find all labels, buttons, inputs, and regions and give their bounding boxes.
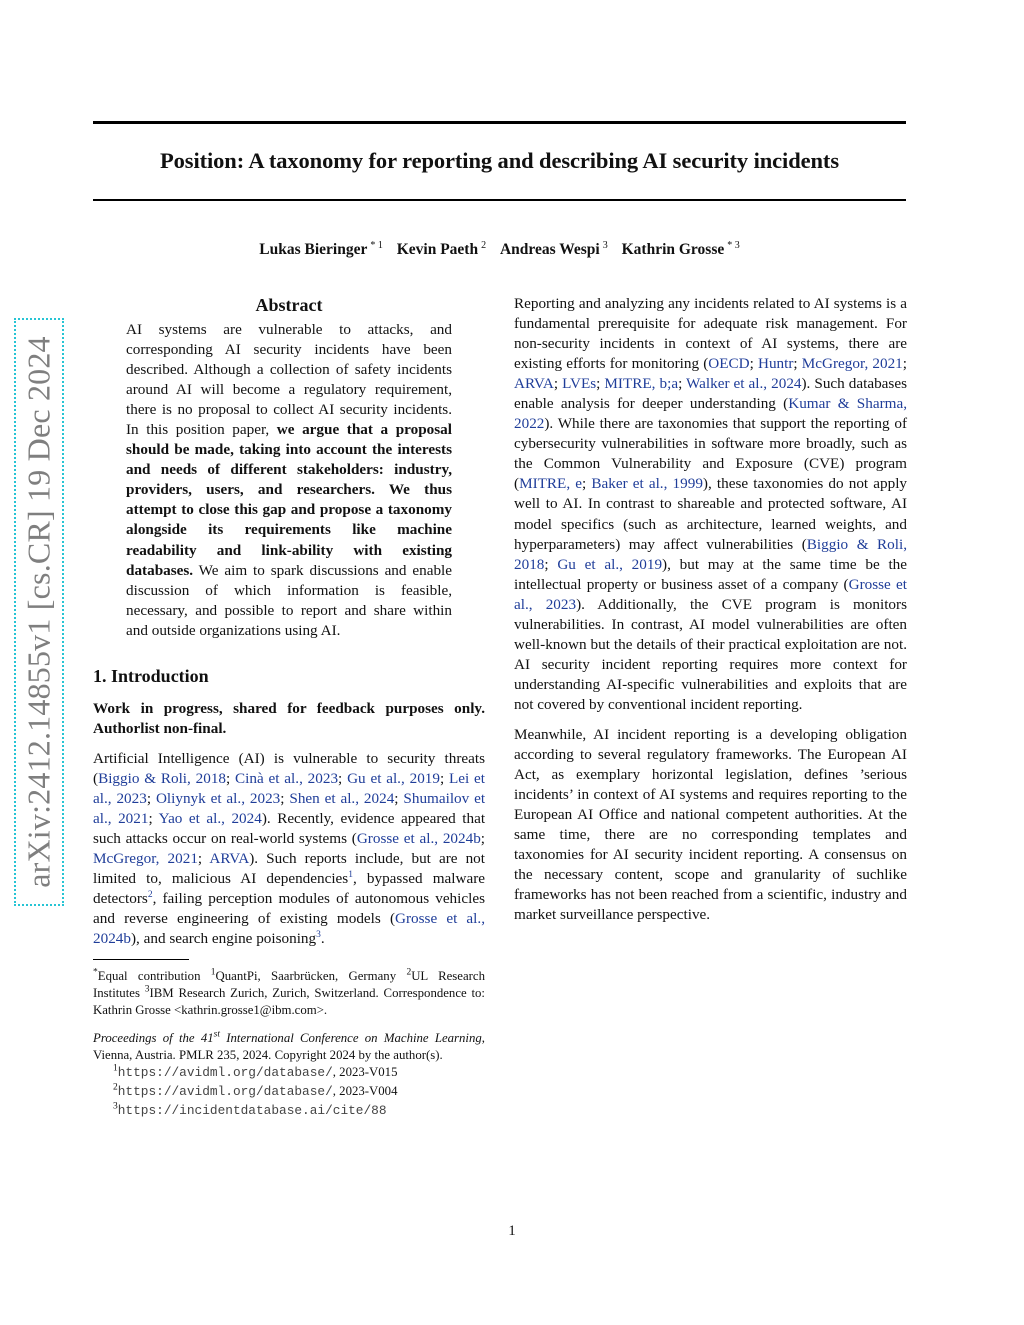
citation-link[interactable]: Cinà et al., 2023 [235, 769, 339, 787]
footnote-marker[interactable]: 2 [147, 890, 153, 901]
citation-link[interactable]: Shen et al., 2024 [289, 789, 395, 807]
author: Lukas Bieringer $^{* 1}$ [259, 240, 383, 259]
citation-link[interactable]: Grosse et al., 2024b [356, 830, 481, 848]
citation-link[interactable]: Grosse et al., 2023 [514, 575, 907, 613]
citation-link[interactable]: McGregor, 2021 [801, 355, 903, 373]
footnote-marker[interactable]: 1 [348, 870, 353, 881]
footnote-rule [93, 959, 189, 960]
citation-link[interactable]: Gu et al., 2019 [347, 769, 440, 787]
citation-link[interactable]: LVEs [562, 375, 597, 393]
citation-link[interactable]: Lei et al., 2023 [93, 769, 486, 807]
work-in-progress-note: Work in progress, shared for feedback purposes only. Authorlist non-final. [93, 699, 485, 737]
intro-paragraph-3: Meanwhile, AI incident reporting is a developing obligation according to several regulatory frameworks. The European AI Act, as exemplary horizontal legislation, defines ’serious incidents’ in context of AI systems and requires reporting to the European AI Office and national competent authorities. At the same time, there are no corresponding templates and taxonomies for AI security incident reporting. A consensus on the necessary content, scope and granularity of suchlike frameworks has not been reached from a scientific, industry and market surveillance perspective. [514, 725, 907, 924]
abstract-text: AI systems are vulnerable to attacks, and corresponding AI security incidents have been described. Although a collection of safety incidents around AI will become a regulatory requirement, there is no proposal to collect AI security incidents. In this position paper, we argue that a proposal should be made, taking into account the interests and needs of different stakeholders: industry, providers, users, and researchers. We thus attempt to close this gap and propose a taxonomy alongside its requirements like machine readability and link-ability with existing databases. We aim to spark discussions and enable discussion of which information is feasible, necessary, and possible to report and share within and outside organizations using AI. [126, 321, 452, 639]
proceedings-note: Proceedings of the 41st International Conference on Machine Learning, Vienna, Austria. PMLR 235, 2024. Copyright 2024 by the author(s). [93, 1029, 485, 1062]
title-top-rule [93, 121, 906, 124]
footnote-url: $^1$https://avidml.org/database/, 2023-V015 [113, 1064, 398, 1081]
intro-paragraph-1: Artificial Intelligence (AI) is vulnerable to security threats (Biggio & Roli, 2018; Cinà et al., 2023; Gu et al., 2019; Lei et al., 2023; Oliynyk et al., 2023; Shen et al., 2024; Shumailov et al., 2021; Yao et al., 2024). Recently, evidence appeared that such attacks occur on real-world systems (Grosse et al., 2024b; McGregor, 2021; ARVA). Such reports include, but are not limited to, malicious AI dependencies$^1$, bypassed malware detectors$^2$, failing perception modules of autonomous vehicles and reverse engineering of existing models (Grosse et al., 2024b), and search engine poisoning$^3$. [93, 749, 486, 948]
footnote-url: $^3$https://incidentdatabase.ai/cite/88 [113, 1102, 387, 1119]
citation-link[interactable]: Gu et al., 2019 [557, 555, 663, 573]
paper-title: Position: A taxonomy for reporting and describing AI security incidents [160, 148, 839, 173]
title-bottom-rule [93, 199, 906, 201]
footnote-link[interactable]: https://avidml.org/database/ [117, 1065, 333, 1081]
citation-link[interactable]: Baker et al., 1999 [591, 475, 703, 493]
author-list [93, 235, 906, 261]
section-heading-introduction: 1. Introduction [93, 665, 209, 686]
citation-link[interactable]: Yao et al., 2024 [158, 809, 262, 827]
citation-link[interactable]: Biggio & Roli, 2018 [98, 769, 226, 787]
citation-link[interactable]: Walker et al., 2024 [686, 375, 802, 393]
citation-link[interactable]: Oliynyk et al., 2023 [155, 789, 281, 807]
intro-paragraph-2: Reporting and analyzing any incidents related to AI systems is a fundamental prerequisite for adequate risk management. For non-security incidents in context of AI systems, there are existing efforts for monitoring (OECD; Huntr; McGregor, 2021; ARVA; LVEs; MITRE, b;a; Walker et al., 2024). Such databases enable analysis for deeper understanding (Kumar & Sharma, 2022). While there are taxonomies that support the reporting of cybersecurity vulnerabilities in software more broadly, such as the Common Vulnerability and Exposure (CVE) program (MITRE, e; Baker et al., 1999), these taxonomies do not apply well to AI. In contrast to shareable and protected software, AI model specifics (such as architecture, learned weights, and hyperparameters) may affect vulnerabilities (Biggio & Roli, 2018; Gu et al., 2019), but may at the same time be the intellectual property or business asset of a company (Grosse et al., 2023). Additionally, the CVE program is monitors vulnerabilities. In contrast, AI model vulnerabilities are often well-known but the details of their practical exploitation are not. AI security incident reporting requires more context for understanding AI-specific vulnerabilities and exploits that are not covered by conventional incident reporting. [514, 295, 908, 713]
footnote-marker[interactable]: 3 [316, 930, 321, 941]
footnote-url: $^2$https://avidml.org/database/, 2023-V004 [113, 1083, 398, 1100]
left-column [93, 294, 485, 1120]
abstract-heading: Abstract [255, 295, 323, 315]
author: Kathrin Grosse $^{* 3}$ [621, 240, 740, 259]
affiliations-footnote: *Equal contribution $^1$QuantPi, Saarbrücken, Germany $^2$UL Research Institutes $^3$IBM Research Zurich, Zurich, Switzerland. Correspondence to: Kathrin Grosse <kathrin.grosse1@ibm.com>. [93, 968, 485, 1017]
right-column [514, 294, 907, 935]
author: Andreas Wespi $^3$ [499, 240, 608, 259]
citation-link[interactable]: ARVA [209, 850, 250, 868]
citation-link[interactable]: McGregor, 2021 [93, 850, 198, 868]
citation-link[interactable]: MITRE, e [519, 475, 582, 493]
citation-link[interactable]: Biggio & Roli, 2018 [514, 535, 908, 573]
citation-link[interactable]: OECD [708, 355, 750, 373]
citation-link[interactable]: ARVA [514, 375, 554, 393]
citation-link[interactable]: Huntr [757, 355, 794, 373]
footnote-link[interactable]: https://incidentdatabase.ai/cite/88 [117, 1103, 387, 1119]
arxiv-stamp[interactable] [14, 318, 64, 906]
citation-link[interactable]: Grosse et al., 2024b [93, 910, 485, 948]
abstract-block [126, 320, 452, 641]
arxiv-label: arXiv:2412.14855v1 [cs.CR] 19 Dec 2024 [20, 336, 57, 888]
footnote-link[interactable]: https://avidml.org/database/ [117, 1084, 333, 1100]
page-number: 1 [508, 1223, 516, 1239]
citation-link[interactable]: Kumar & Sharma, 2022 [514, 395, 907, 433]
author: Kevin Paeth $^2$ [396, 240, 487, 259]
citation-link[interactable]: MITRE, b;a [604, 375, 679, 393]
citation-link[interactable]: Shumailov et al., 2021 [93, 789, 486, 827]
